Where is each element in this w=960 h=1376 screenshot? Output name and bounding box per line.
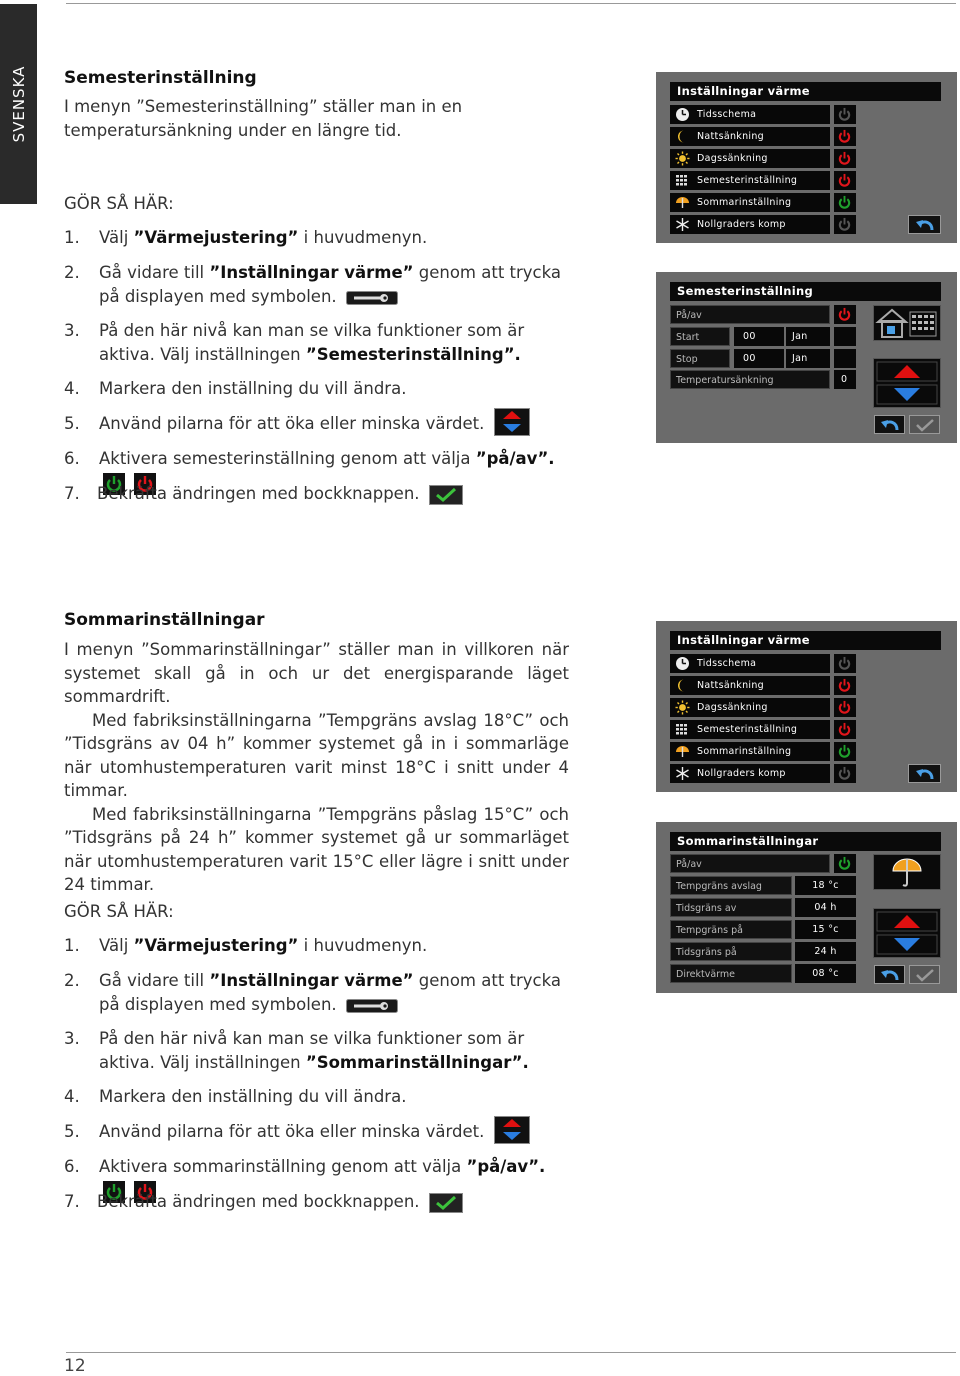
step: 2. Gå vidare till ”Inställningar värme” genom att trycka på displayen med symbolen.	[64, 971, 562, 1014]
screen-title: Sommarinställningar	[670, 832, 941, 851]
section-title: Semesterinställning	[64, 68, 257, 88]
settings-item-nollgraders-komp[interactable]	[670, 764, 830, 783]
power-button[interactable]	[834, 193, 856, 212]
wrench-button-icon	[346, 999, 398, 1013]
blank-cell	[834, 327, 856, 346]
power-button[interactable]	[834, 215, 856, 234]
power-button[interactable]	[834, 698, 856, 717]
summer-setting-value[interactable]: 15 °c	[795, 920, 856, 939]
step: 1. Välj ”Värmejustering” i huvudmenyn.	[64, 936, 428, 955]
settings-item-nattsänkning[interactable]	[670, 127, 830, 146]
step: 3. På den här nivå kan man se vilka funktioner som är aktiva. Välj inställningen ”Semesterinställning”.	[64, 321, 525, 364]
language-label: SVENSKA	[9, 65, 28, 143]
power-button[interactable]	[834, 127, 856, 146]
start-month-field[interactable]: Jan	[786, 327, 830, 346]
power-button[interactable]	[834, 742, 856, 761]
moon-icon	[675, 678, 690, 693]
stop-label: Stop	[670, 349, 730, 368]
arrows-button-icon	[494, 1116, 530, 1144]
back-button[interactable]	[874, 415, 905, 434]
settings-item-dagssänkning[interactable]	[670, 698, 830, 717]
summer-setting-label: Direktvärme	[670, 964, 792, 983]
umbrella-icon	[675, 744, 690, 759]
temp-reduction-label: Temperatursänkning	[670, 370, 830, 389]
step: 6. Aktivera sommarinställning genom att välja ”på/av”.	[64, 1155, 569, 1203]
power-button[interactable]	[834, 854, 856, 873]
on-off-row[interactable]: På/av	[670, 854, 830, 873]
stop-month-field[interactable]: Jan	[786, 349, 830, 368]
step: 7. Bekräfta ändringen med bockknappen.	[64, 1190, 569, 1214]
snowflake-icon	[675, 217, 690, 232]
summer-setting-label: Tempgräns avslag	[670, 876, 792, 895]
section-title: Sommarinställningar	[64, 610, 265, 630]
settings-item-label: Nollgraders komp	[697, 219, 786, 230]
settings-item-label: Tidsschema	[697, 109, 757, 120]
power-button[interactable]	[834, 676, 856, 695]
settings-item-label: Dagssänkning	[697, 153, 768, 164]
step: 7. Bekräfta ändringen med bockknappen.	[64, 482, 569, 506]
wrench-button-icon	[346, 291, 398, 305]
back-button[interactable]	[908, 764, 941, 783]
settings-item-label: Semesterinställning	[697, 724, 798, 735]
calendar-icon	[675, 173, 690, 188]
arrow-buttons	[873, 358, 941, 408]
power-button[interactable]	[834, 305, 856, 324]
settings-item-sommarinställning[interactable]	[670, 742, 830, 761]
bottom-rule	[66, 1352, 956, 1353]
step: 2. Gå vidare till ”Inställningar värme” genom att trycka på displayen med symbolen.	[64, 263, 562, 306]
umbrella-icon	[675, 195, 690, 210]
back-button[interactable]	[908, 215, 941, 234]
calendar-icon	[675, 722, 690, 737]
settings-item-nollgraders-komp[interactable]	[670, 215, 830, 234]
temp-reduction-value[interactable]: 0	[834, 370, 856, 389]
how-to-heading: GÖR SÅ HÄR:	[64, 902, 174, 921]
language-tab	[0, 4, 37, 204]
power-button[interactable]	[834, 105, 856, 124]
section-semester	[64, 68, 569, 142]
power-button[interactable]	[834, 654, 856, 673]
summer-setting-label: Tidsgräns av	[670, 898, 792, 917]
snowflake-icon	[675, 766, 690, 781]
start-day-field[interactable]: 00	[734, 327, 784, 346]
section-para-2: Med fabriksinställningarna ”Tempgräns avslag 18°C” och ”Tidsgräns av 04 h” kommer systemet gå in i sommarläge när utomhustemperaturen varit minst 18°C i snitt under 4 timmar.	[64, 710, 569, 800]
summer-setting-label: Tempgräns på	[670, 920, 792, 939]
settings-item-tidsschema[interactable]	[670, 654, 830, 673]
settings-item-semesterinställning[interactable]	[670, 720, 830, 739]
section-intro: I menyn ”Semesterinställning” ställer man in en temperatursänkning under en längre tid.	[64, 97, 463, 140]
settings-item-label: Nattsänkning	[697, 680, 764, 691]
arrow-buttons	[873, 908, 941, 958]
step: 6. Aktivera semesterinställning genom att välja ”på/av”.	[64, 447, 569, 495]
section-summer	[64, 610, 569, 897]
step: 4. Markera den inställning du vill ändra.	[64, 379, 407, 398]
clock-icon	[675, 107, 690, 122]
settings-item-sommarinställning[interactable]	[670, 193, 830, 212]
stop-day-field[interactable]: 00	[734, 349, 784, 368]
settings-item-label: Tidsschema	[697, 658, 757, 669]
step: 1. Välj ”Värmejustering” i huvudmenyn.	[64, 228, 428, 247]
settings-item-tidsschema[interactable]	[670, 105, 830, 124]
checkmark-button-icon	[429, 485, 463, 505]
screen-title: Semesterinställning	[670, 282, 941, 301]
summer-setting-value[interactable]: 04 h	[795, 898, 856, 917]
step: 4. Markera den inställning du vill ändra.	[64, 1087, 407, 1106]
top-rule	[66, 3, 956, 4]
start-label: Start	[670, 327, 730, 346]
umbrella-icon	[873, 854, 941, 890]
step: 5. Använd pilarna för att öka eller minska värdet.	[64, 1120, 569, 1144]
settings-item-nattsänkning[interactable]	[670, 676, 830, 695]
semester-screen	[656, 272, 957, 443]
on-off-row[interactable]: På/av	[670, 305, 830, 324]
sun-icon	[675, 700, 690, 715]
arrows-button-icon	[494, 408, 530, 436]
checkmark-button-icon	[429, 1193, 463, 1213]
page-number: 12	[64, 1356, 86, 1376]
power-button[interactable]	[834, 720, 856, 739]
step: 3. På den här nivå kan man se vilka funktioner som är aktiva. Välj inställningen ”Sommarinställningar”.	[64, 1029, 529, 1072]
screen-title: Inställningar värme	[670, 82, 941, 101]
step: 5. Använd pilarna för att öka eller minska värdet.	[64, 412, 569, 436]
settings-item-semesterinställning[interactable]	[670, 171, 830, 190]
settings-item-label: Sommarinställning	[697, 746, 792, 757]
settings-item-label: Nattsänkning	[697, 131, 764, 142]
clock-icon	[675, 656, 690, 671]
power-button[interactable]	[834, 149, 856, 168]
settings-item-label: Nollgraders komp	[697, 768, 786, 779]
settings-item-label: Semesterinställning	[697, 175, 798, 186]
sun-icon	[675, 151, 690, 166]
section-para-1: I menyn ”Sommarinställningar” ställer man in villkoren när systemet skall gå in och ur det energisparande läget sommardrift.	[64, 640, 569, 706]
screen-title: Inställningar värme	[670, 631, 941, 650]
power-button[interactable]	[834, 764, 856, 783]
section-para-3: Med fabriksinställningarna ”Tempgräns påslag 15°C” och ”Tidsgräns på 24 h” kommer systemet gå ur sommarläget när utomhustemperaturen varit 15°C eller lägre i snitt under 24 timmar.	[64, 804, 569, 894]
summer-setting-value[interactable]: 08 °c	[795, 964, 856, 983]
settings-item-dagssänkning[interactable]	[670, 149, 830, 168]
how-to-heading: GÖR SÅ HÄR:	[64, 194, 174, 213]
power-button[interactable]	[834, 171, 856, 190]
summer-setting-value[interactable]: 18 °c	[795, 876, 856, 895]
settings-item-label: Dagssänkning	[697, 702, 768, 713]
confirm-button[interactable]	[909, 415, 940, 434]
confirm-button[interactable]	[909, 965, 940, 984]
back-button[interactable]	[874, 965, 905, 984]
summer-setting-value[interactable]: 24 h	[795, 942, 856, 961]
blank-cell	[834, 349, 856, 368]
house-calendar-icon	[873, 305, 941, 341]
moon-icon	[675, 129, 690, 144]
settings-item-label: Sommarinställning	[697, 197, 792, 208]
summer-setting-label: Tidsgräns på	[670, 942, 792, 961]
